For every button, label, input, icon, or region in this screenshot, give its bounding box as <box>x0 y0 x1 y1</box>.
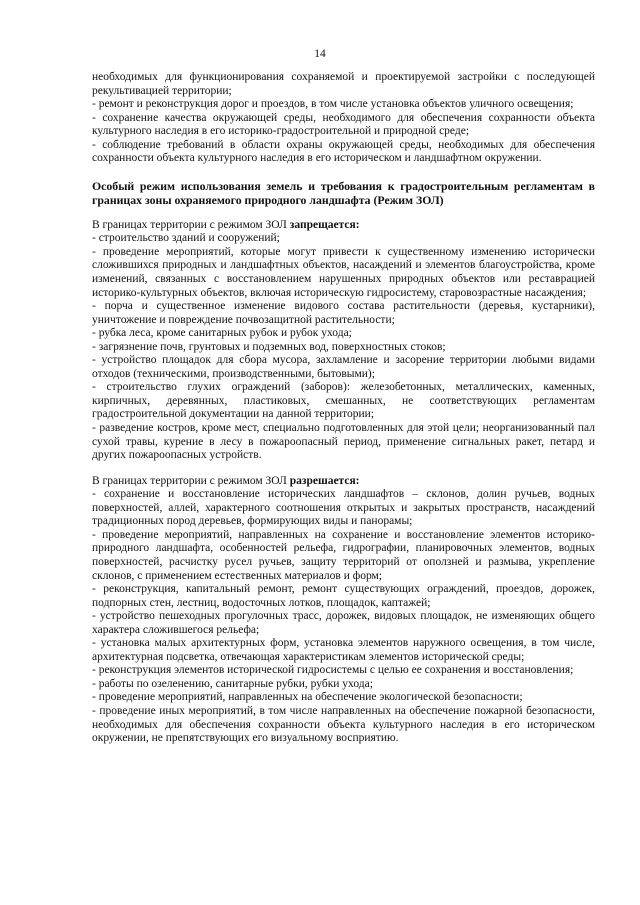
paragraph: - сохранение качества окружающей среды, необходимого для обеспечения сохранности объекта культурного наследия в его историко-градостроительной и природной среде; <box>92 111 595 138</box>
prohibited-intro <box>92 219 595 233</box>
permitted-intro <box>92 475 595 489</box>
prohibited-item: - строительство зданий и сооружений; <box>92 232 280 245</box>
permitted-item: - сохранение и восстановление исторических ландшафтов – склонов, долин ручьев, водных поверхностей, аллей, характерного соотношения открытых и закрытых пространств, насаждений традиционных пород деревьев, формирующих виды и панорамы; <box>92 488 595 528</box>
prohibited-item: - устройство площадок для сбора мусора, захламление и засорение территории любыми видами отходов (техническими, производственными, бытовыми); <box>92 354 595 380</box>
prohibited-intro-text: В границах территории с режимом ЗОЛ <box>92 218 290 231</box>
permitted-intro-bold: разрешается: <box>289 474 360 487</box>
paragraph: - ремонт и реконструкция дорог и проездов, в том числе установка объектов уличного освещения; <box>92 98 574 111</box>
permitted-item: - работы по озеленению, санитарные рубки, рубки ухода; <box>92 677 373 690</box>
prohibited-item: - порча и существенное изменение видового состава растительности (деревья, кустарники), уничтожение и повреждение почвозащитной растительности; <box>92 300 595 326</box>
permitted-item: - реконструкция, капитальный ремонт, ремонт существующих ограждений, проездов, дорожек, подпорных стен, лестниц, водосточных лотков, площадок, каптажей; <box>92 583 595 609</box>
paragraph: - соблюдение требований в области охраны окружающей среды, необходимых для обеспечения сохранности объекта культурного наследия в его историческом и ландшафтном окружении. <box>92 138 595 165</box>
prohibited-item: - строительство глухих ограждений (заборов): железобетонных, металлических, каменных, кирпичных, деревянных, пластиковых, смешанных, не соответствующих регламентам градостроительной документации на данной территории; <box>92 381 595 421</box>
permitted-item: - проведение мероприятий, направленных на обеспечение экологической безопасности; <box>92 691 523 704</box>
permitted-item: - установка малых архитектурных форм, установка элементов наружного освещения, в том числе, архитектурная подсветка, отвечающая характеристикам элементов исторической среды; <box>92 637 595 663</box>
prohibited-item: - загрязнение почв, грунтовых и подземных вод, поверхностных стоков; <box>92 340 446 353</box>
document-body <box>92 71 595 746</box>
prohibited-item: - разведение костров, кроме мест, специально подготовленных для этой цели; неорганизованный пал сухой травы, курение в лесу в пожароопасный период, применение сигнальных ракет, петард и других пожароопасных устройств. <box>92 422 595 462</box>
permitted-item: - реконструкция элементов исторической гидросистемы с целью ее сохранения и восстановления; <box>92 664 574 677</box>
section-heading: Особый режим использования земель и требования к градостроительным регламентам в границах зоны охраняемого природного ландшафта (Режим ЗОЛ) <box>92 178 595 207</box>
section-gap <box>92 463 595 475</box>
prohibited-item: - проведение мероприятий, которые могут привести к существенному изменению исторически сложившихся природных и ландшафтных объектов, насаждений и элементов благоустройства, кроме изменений, связанных с восстановлением нарушенных природных объектов или реставрацией историко-культурных объектов, включая историческую гидросистему, старовозрастные насаждения; <box>92 245 595 299</box>
prohibited-intro-bold: запрещается: <box>289 218 360 231</box>
permitted-intro-text: В границах территории с режимом ЗОЛ <box>92 474 290 487</box>
permitted-item: - проведение мероприятий, направленных на сохранение и восстановление элементов историко-природного ландшафта, особенностей рельефа, гидрографии, планировочных элементов, водных поверхностей, расчистку русел ручьев, защиту территорий от оползней и размыва, укрепление склонов, с применением естественных материалов и форм; <box>92 528 595 582</box>
permitted-item: - проведение иных мероприятий, в том числе направленных на обеспечение пожарной безопасности, необходимых для обеспечения сохранности объекта культурного наследия в его историческом окружении, не препятствующих его визуальному восприятию. <box>92 704 595 745</box>
permitted-item: - устройство пешеходных прогулочных трасс, дорожек, видовых площадок, не изменяющих общего характера сложившегося рельефа; <box>92 610 595 636</box>
prohibited-item: - рубка леса, кроме санитарных рубок и рубок ухода; <box>92 327 352 340</box>
paragraph: необходимых для функционирования сохраняемой и проектируемой застройки с последующей рекультивацией территории; <box>92 71 595 97</box>
page-number: 14 <box>314 48 326 60</box>
